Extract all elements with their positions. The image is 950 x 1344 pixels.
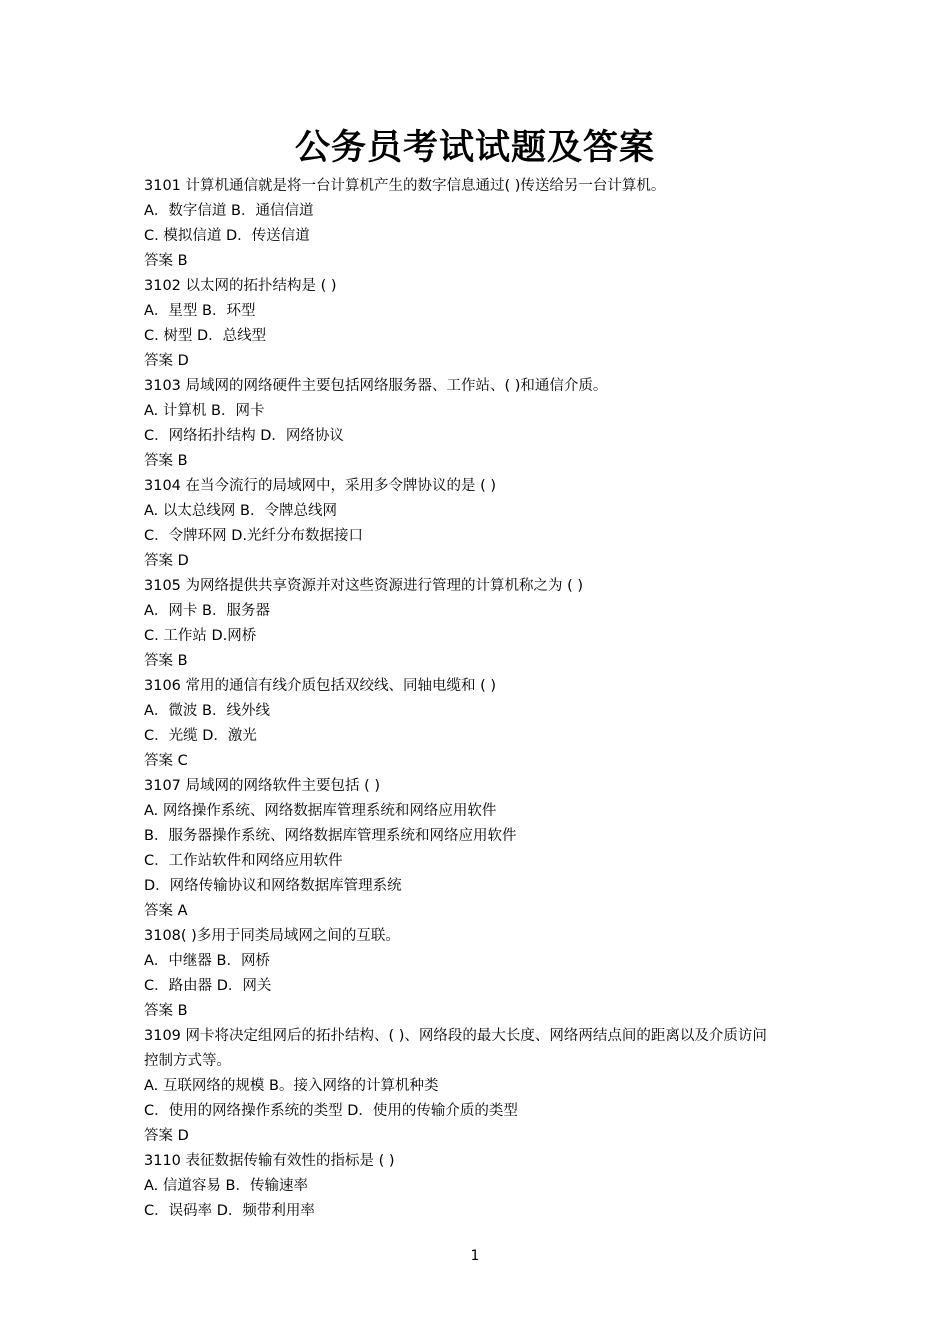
text-line: A. 计算机 B．网卡: [144, 403, 265, 419]
text-line: 3102 以太网的拓扑结构是 ( ): [144, 278, 337, 294]
text-line: 3107 局域网的网络软件主要包括 ( ): [144, 778, 381, 794]
text-line: 答案 D: [144, 353, 189, 369]
text-line: A. 互联网络的规模 B。接入网络的计算机种类: [144, 1078, 439, 1094]
text-line: 答案 B: [144, 453, 188, 469]
text-line: 答案 C: [144, 753, 188, 769]
page-number: 1: [470, 1248, 480, 1264]
text-line: 3106 常用的通信有线介质包括双绞线、同轴电缆和 ( ): [144, 678, 497, 694]
text-line: 答案 B: [144, 253, 188, 269]
text-line: C．令牌环网 D.光纤分布数据接口: [144, 528, 364, 544]
text-line: 3110 表征数据传输有效性的指标是 ( ): [144, 1153, 395, 1169]
text-line: 3101 计算机通信就是将一台计算机产生的数字信息通过( )传送给另一台计算机。: [144, 178, 666, 194]
text-line: C．路由器 D．网关: [144, 978, 272, 994]
text-line: C. 工作站 D.网桥: [144, 628, 257, 644]
text-line: A. 网络操作系统、网络数据库管理系统和网络应用软件: [144, 803, 497, 819]
text-line: C. 模拟信道 D．传送信道: [144, 228, 310, 244]
text-line: B．服务器操作系统、网络数据库管理系统和网络应用软件: [144, 828, 517, 844]
text-line: A．数字信道 B．通信信道: [144, 203, 314, 219]
text-line: C．误码率 D．频带利用率: [144, 1203, 315, 1219]
text-line: D．网络传输协议和网络数据库管理系统: [144, 878, 402, 894]
text-line: 答案 A: [144, 903, 188, 919]
text-line: C．使用的网络操作系统的类型 D．使用的传输介质的类型: [144, 1103, 518, 1119]
text-line: 3108( )多用于同类局域网之间的互联。: [144, 928, 400, 944]
text-line: 答案 B: [144, 1003, 188, 1019]
text-line: A. 信道容易 B．传输速率: [144, 1178, 308, 1194]
text-line: 控制方式等。: [144, 1053, 231, 1069]
text-line: C．工作站软件和网络应用软件: [144, 853, 343, 869]
document-title: 公务员考试试题及答案: [294, 127, 655, 168]
text-line: A．星型 B．环型: [144, 303, 256, 319]
text-line: 3105 为网络提供共享资源并对这些资源进行管理的计算机称之为 ( ): [144, 578, 584, 594]
text-line: A．微波 B．线外线: [144, 703, 270, 719]
text-line: 3103 局域网的网络硬件主要包括网络服务器、工作站、( )和通信介质。: [144, 378, 608, 394]
text-line: 3104 在当今流行的局域网中，采用多令牌协议的是 ( ): [144, 478, 497, 494]
text-line: C. 树型 D．总线型: [144, 328, 267, 344]
text-line: 答案 B: [144, 653, 188, 669]
text-line: C．光缆 D．激光: [144, 728, 257, 744]
document-body: [144, 174, 814, 1224]
text-line: A．中继器 B．网桥: [144, 953, 270, 969]
text-line: A．网卡 B．服务器: [144, 603, 270, 619]
text-line: 3109 网卡将决定组网后的拓扑结构、( )、网络段的最大长度、网络两结点间的距离以及介质访问: [144, 1028, 767, 1044]
text-line: 答案 D: [144, 1128, 189, 1144]
text-line: A. 以太总线网 B．令牌总线网: [144, 503, 337, 519]
text-line: C．网络拓扑结构 D．网络协议: [144, 428, 344, 444]
text-line: 答案 D: [144, 553, 189, 569]
